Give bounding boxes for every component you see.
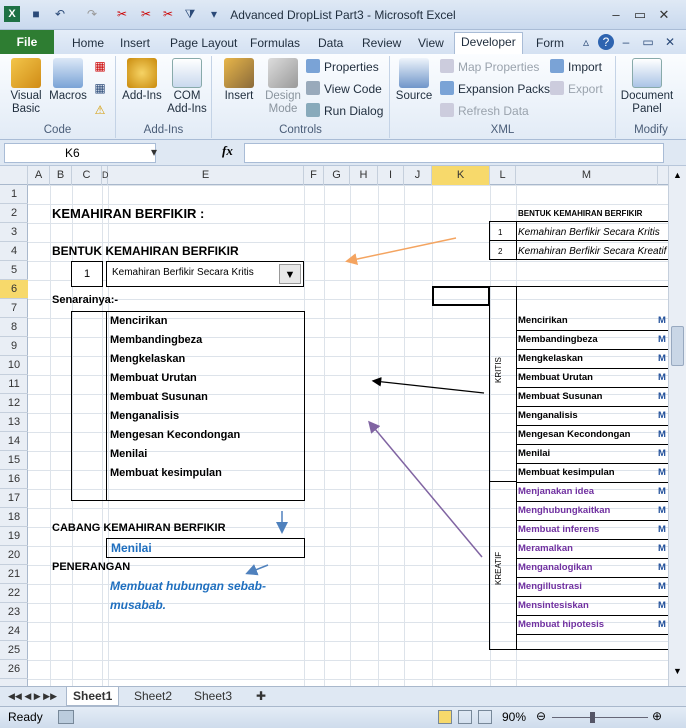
right-list-m-cell: M: [658, 600, 666, 611]
scroll-down-icon[interactable]: ▼: [673, 666, 682, 676]
wb-close-icon[interactable]: ✕: [664, 35, 676, 49]
undo-icon[interactable]: ↶: [54, 7, 66, 21]
col-header-j[interactable]: J: [404, 166, 432, 185]
row-header[interactable]: 22: [0, 584, 28, 603]
sheet-tab-3[interactable]: Sheet3: [194, 689, 233, 703]
group-controls: [212, 56, 390, 138]
row-header[interactable]: 6: [0, 280, 28, 299]
wb-restore-icon[interactable]: ▭: [642, 35, 654, 49]
page-break-view-icon[interactable]: [478, 710, 492, 724]
close-icon[interactable]: ✕: [658, 7, 670, 22]
row-headers: [0, 185, 28, 686]
list-item: Membuat Urutan: [110, 372, 197, 384]
addins-label: Add-Ins: [122, 90, 162, 102]
right-list-item: Mensintesiskan: [518, 600, 589, 611]
cut-icon[interactable]: ✂: [116, 7, 128, 21]
customize-qa-icon[interactable]: ▾: [210, 7, 218, 21]
col-header-g[interactable]: G: [324, 166, 350, 185]
penerangan-line-2: musabab.: [110, 598, 167, 612]
list-item: Membuat Susunan: [110, 391, 208, 403]
record-macro-icon[interactable]: ▦: [94, 59, 106, 73]
row-header[interactable]: 2: [0, 204, 28, 223]
vertical-scrollbar[interactable]: [668, 166, 686, 686]
visual-basic-label: Visual Basic: [10, 90, 42, 115]
group-controls-label: Controls: [279, 124, 322, 136]
tab-page-layout[interactable]: Page Layout: [170, 36, 238, 50]
tab-form[interactable]: Form: [536, 36, 564, 50]
group-xml: [390, 56, 616, 138]
run-dialog-button[interactable]: [306, 102, 383, 120]
row-header[interactable]: 5: [0, 261, 28, 280]
row-header[interactable]: 8: [0, 318, 28, 337]
group-addins-label: Add-Ins: [143, 124, 184, 136]
help-icon[interactable]: ?: [598, 34, 614, 50]
penerangan-line-1: Membuat hubungan sebab-: [110, 579, 266, 593]
right-list-m-cell: M: [658, 448, 666, 459]
row-header[interactable]: 9: [0, 337, 28, 356]
right-list-item: Menghubungkaitkan: [518, 505, 611, 516]
right-list-item: Mengillustrasi: [518, 581, 582, 592]
com-addins-label: COM Add-Ins: [167, 90, 207, 115]
record-macro-status-icon[interactable]: [58, 710, 74, 724]
list-item: Menilai: [110, 448, 148, 460]
com-addins-icon: [172, 58, 202, 88]
export-label: Export: [568, 82, 603, 96]
right-table-header: BENTUK KEMAHIRAN BERFIKIR: [518, 209, 643, 218]
group-code-label: Code: [43, 124, 72, 136]
insert-function-icon[interactable]: fx: [222, 143, 233, 158]
minimize-ribbon-icon[interactable]: ▵: [582, 35, 590, 49]
row-header[interactable]: 17: [0, 489, 28, 508]
row-header[interactable]: 10: [0, 356, 28, 375]
design-mode-icon: [268, 58, 298, 88]
wb-minimize-icon[interactable]: –: [622, 35, 630, 49]
right-list-item: Meramalkan: [518, 543, 573, 554]
toolbox-icon: [224, 58, 254, 88]
page-title: KEMAHIRAN BERFIKIR :: [52, 206, 205, 221]
run-dialog-label: Run Dialog: [324, 104, 384, 118]
sheet-tab-bar: [0, 686, 686, 706]
row-header[interactable]: 14: [0, 432, 28, 451]
ribbon-tabs: [0, 30, 686, 54]
kreatif-label: KREATIF: [494, 551, 503, 585]
redo-icon[interactable]: ↷: [86, 7, 98, 21]
right-list-m-cell: M: [658, 315, 666, 326]
save-icon[interactable]: ■: [32, 7, 40, 21]
excel-logo-icon: X: [4, 6, 20, 22]
design-mode-button[interactable]: [262, 58, 304, 116]
black-arrow: [374, 381, 484, 393]
right-list-item: Menganalogikan: [518, 562, 593, 573]
scroll-thumb[interactable]: [671, 326, 684, 366]
refresh-data-icon: [440, 103, 454, 117]
right-list-item: Menilai: [518, 448, 551, 459]
dropdown-arrow-icon[interactable]: ▼: [279, 264, 301, 284]
right-list-item: Menjanakan idea: [518, 486, 595, 497]
option-1-text: Kemahiran Berfikir Secara Kritis: [518, 227, 660, 238]
kritis-label: KRITIS: [494, 357, 503, 383]
list-item: Mencirikan: [110, 315, 168, 327]
addins-button[interactable]: [120, 58, 164, 103]
visual-basic-button[interactable]: [4, 58, 48, 116]
copy-icon[interactable]: ✂: [140, 7, 152, 21]
zoom-out-icon[interactable]: ⊖: [536, 709, 547, 723]
ribbon: [0, 54, 686, 140]
tab-formulas[interactable]: Formulas: [250, 36, 301, 50]
col-header-c[interactable]: C: [72, 166, 102, 185]
col-header-h[interactable]: H: [350, 166, 378, 185]
group-modify-label: Modify: [634, 124, 668, 136]
annotation-arrows: [28, 185, 668, 686]
expansion-packs-label: Expansion Packs: [458, 82, 551, 96]
col-header-l[interactable]: L: [490, 166, 516, 185]
restore-icon[interactable]: ▭: [633, 7, 647, 22]
right-list-m-cell: M: [658, 543, 666, 554]
col-header-a[interactable]: A: [28, 166, 50, 185]
row-header[interactable]: 19: [0, 527, 28, 546]
list-item: Menganalisis: [110, 410, 180, 422]
tab-view[interactable]: View: [418, 36, 444, 50]
col-header-e[interactable]: E: [108, 166, 304, 185]
properties-button[interactable]: [306, 58, 379, 76]
list-item: Mengesan Kecondongan: [110, 429, 241, 441]
row-header[interactable]: 13: [0, 413, 28, 432]
view-code-label: View Code: [324, 82, 382, 96]
bentuk-dropdown-value: Kemahiran Berfikir Secara Kritis: [112, 267, 254, 278]
design-mode-label: Design Mode: [265, 90, 301, 115]
map-properties-label: Map Properties: [458, 60, 540, 74]
right-list-item: Membuat Susunan: [518, 391, 603, 402]
bentuk-label: BENTUK KEMAHIRAN BERFIKIR: [52, 244, 239, 258]
new-sheet-icon[interactable]: ✚: [256, 689, 267, 703]
col-header-k[interactable]: K: [432, 166, 490, 185]
export-icon: [550, 81, 564, 95]
row-header[interactable]: 3: [0, 223, 28, 242]
zoom-in-icon[interactable]: ⊕: [652, 709, 663, 723]
zoom-slider-thumb[interactable]: [590, 712, 595, 723]
map-properties-button[interactable]: [440, 58, 539, 76]
right-list-m-cell: M: [658, 334, 666, 345]
right-list-m-cell: M: [658, 372, 666, 383]
formula-bar: [0, 140, 686, 166]
right-list-item: Mencirikan: [518, 315, 568, 326]
paste-icon[interactable]: ✂: [162, 7, 174, 21]
import-label: Import: [568, 60, 603, 74]
col-header-b[interactable]: B: [50, 166, 72, 185]
row-header[interactable]: 16: [0, 470, 28, 489]
cabang-label: CABANG KEMAHIRAN BERFIKIR: [52, 522, 226, 534]
tab-insert[interactable]: Insert: [120, 36, 151, 50]
import-button[interactable]: [550, 58, 602, 76]
right-list-item: Mengesan Kecondongan: [518, 429, 631, 440]
run-dialog-icon: [306, 103, 320, 117]
source-label: Source: [395, 90, 433, 102]
right-list-item: Membuat inferens: [518, 524, 600, 535]
document-panel-icon: [632, 58, 662, 88]
macros-icon: [53, 58, 83, 88]
properties-label: Properties: [324, 60, 379, 74]
right-list-item: Membuat kesimpulan: [518, 467, 615, 478]
list-item: Membandingbeza: [110, 334, 203, 346]
minimize-icon[interactable]: –: [612, 7, 620, 22]
document-panel-button[interactable]: [618, 58, 676, 116]
expansion-packs-button[interactable]: [440, 80, 550, 98]
right-list-m-cell: M: [658, 353, 666, 364]
tab-file[interactable]: File: [0, 30, 54, 54]
addins-gear-icon: [127, 58, 157, 88]
senarai-label: Senarainya:-: [52, 294, 119, 306]
right-list-item: Membuat Urutan: [518, 372, 593, 383]
status-bar: [0, 706, 686, 728]
filter-icon[interactable]: ⧩: [184, 7, 196, 21]
penerangan-label: PENERANGAN: [52, 561, 131, 573]
group-code: [0, 56, 116, 138]
right-list-m-cell: M: [658, 429, 666, 440]
bentuk-number-cell[interactable]: 1: [71, 261, 103, 287]
status-ready: Ready: [8, 710, 43, 724]
export-button[interactable]: [550, 80, 603, 98]
formula-input[interactable]: [244, 143, 664, 163]
row-header[interactable]: 7: [0, 299, 28, 318]
refresh-data-button[interactable]: [440, 102, 529, 120]
right-list-item: Membuat hipotesis: [518, 619, 605, 630]
tab-developer[interactable]: Developer: [454, 32, 523, 54]
row-header[interactable]: 11: [0, 375, 28, 394]
right-list-m-cell: M: [658, 524, 666, 535]
right-list-m-cell: M: [658, 467, 666, 478]
refresh-data-label: Refresh Data: [458, 104, 529, 118]
scroll-up-icon[interactable]: ▲: [673, 170, 682, 180]
row-header[interactable]: 25: [0, 641, 28, 660]
view-code-button[interactable]: [306, 80, 382, 98]
page-layout-view-icon[interactable]: [458, 710, 472, 724]
column-headers: [0, 166, 686, 185]
option-2-text: Kemahiran Berfikir Secara Kreatif: [518, 246, 667, 257]
row-header[interactable]: 15: [0, 451, 28, 470]
normal-view-icon[interactable]: [438, 710, 452, 724]
import-icon: [550, 59, 564, 73]
window-title: Advanced DropList Part3 - Microsoft Excel: [230, 8, 456, 22]
expansion-packs-icon: [440, 81, 454, 95]
col-header-i[interactable]: I: [378, 166, 404, 185]
row-header[interactable]: 20: [0, 546, 28, 565]
right-list-item: Menganalisis: [518, 410, 578, 421]
name-box-dropdown-icon[interactable]: ▾: [150, 145, 158, 159]
group-xml-label: XML: [490, 124, 515, 136]
row-header[interactable]: 1: [0, 185, 28, 204]
title-bar: [0, 0, 686, 30]
blue-arrow-left: [248, 565, 268, 573]
select-all-corner[interactable]: [0, 166, 28, 185]
tab-review[interactable]: Review: [362, 36, 402, 50]
row-header[interactable]: 18: [0, 508, 28, 527]
purple-arrow: [370, 423, 482, 557]
right-list-m-cell: M: [658, 410, 666, 421]
sheet-tab-1[interactable]: Sheet1: [66, 687, 119, 706]
group-modify: [616, 56, 686, 138]
group-addins: [116, 56, 212, 138]
col-header-d[interactable]: D: [102, 166, 108, 185]
macro-security-icon[interactable]: ⚠: [94, 103, 106, 117]
sheet-tab-2[interactable]: Sheet2: [134, 689, 173, 703]
row-header[interactable]: 21: [0, 565, 28, 584]
right-list-m-cell: M: [658, 619, 666, 630]
visual-basic-icon: [11, 58, 41, 88]
zoom-level[interactable]: 90%: [502, 710, 527, 724]
list-item: Membuat kesimpulan: [110, 467, 222, 479]
right-list-m-cell: M: [658, 562, 666, 573]
col-header-m[interactable]: M: [516, 166, 658, 185]
orange-arrow: [348, 238, 456, 261]
insert-control-label: Insert: [224, 90, 254, 102]
right-list-m-cell: M: [658, 505, 666, 516]
tab-data[interactable]: Data: [318, 36, 344, 50]
document-panel-label: Document Panel: [620, 90, 674, 115]
com-addins-button[interactable]: [166, 58, 208, 116]
row-header[interactable]: 23: [0, 603, 28, 622]
cabang-value[interactable]: Menilai: [106, 538, 305, 558]
row-header[interactable]: 12: [0, 394, 28, 413]
view-code-icon: [306, 81, 320, 95]
zoom-slider[interactable]: [552, 717, 648, 718]
option-1-num: 1: [498, 228, 503, 237]
worksheet-grid[interactable]: [28, 185, 668, 686]
right-list-item: Mengkelaskan: [518, 353, 583, 364]
col-header-f[interactable]: F: [304, 166, 324, 185]
right-list-item: Membandingbeza: [518, 334, 598, 345]
macros-label: Macros: [49, 90, 87, 102]
option-2-num: 2: [498, 247, 503, 256]
right-list-m-cell: M: [658, 486, 666, 497]
map-properties-icon: [440, 59, 454, 73]
relative-ref-icon[interactable]: ▦: [94, 81, 106, 95]
row-header[interactable]: 4: [0, 242, 28, 261]
source-button[interactable]: [394, 58, 434, 103]
row-header[interactable]: 24: [0, 622, 28, 641]
row-header[interactable]: 26: [0, 660, 28, 679]
right-list-m-cell: M: [658, 581, 666, 592]
sheet-nav-icons[interactable]: ◀◀ ◀ ▶ ▶▶: [8, 691, 58, 701]
properties-icon: [306, 59, 320, 73]
name-box[interactable]: K6: [4, 143, 156, 163]
source-icon: [399, 58, 429, 88]
insert-control-button[interactable]: [216, 58, 262, 103]
right-list-m-cell: M: [658, 391, 666, 402]
list-item: Mengkelaskan: [110, 353, 186, 365]
tab-home[interactable]: Home: [72, 36, 105, 50]
macros-button[interactable]: [48, 58, 88, 103]
